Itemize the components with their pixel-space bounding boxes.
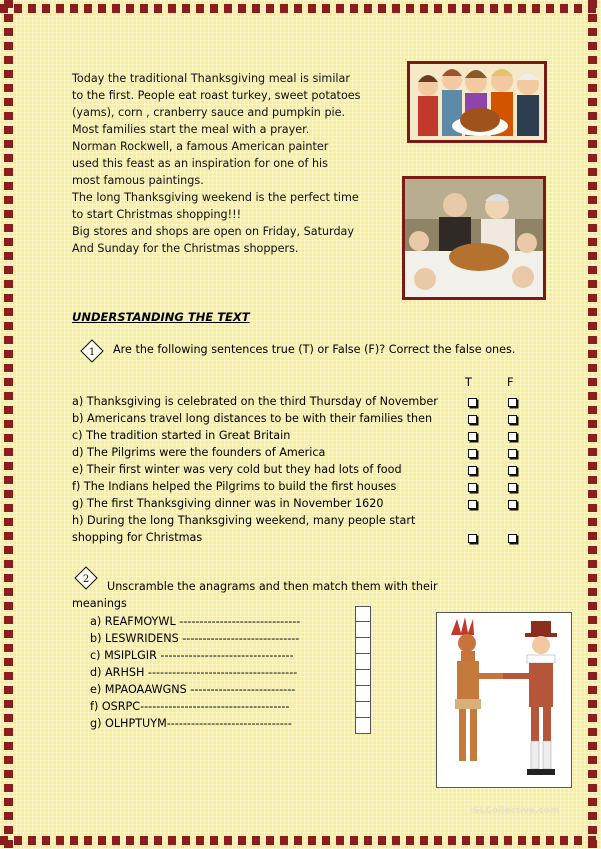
list-item	[72, 393, 438, 410]
anagram-item: g) OLHPTUYM-------------------------------	[90, 717, 292, 730]
list-item	[72, 495, 438, 512]
intro-line: (yams), corn , cranberry sauce and pumpkin pie.	[72, 106, 346, 119]
rockwell-painting-image	[402, 176, 546, 300]
statement-text: a) Thanksgiving is celebrated on the third Thursday of November	[72, 395, 438, 408]
true-checkbox[interactable]	[468, 483, 477, 492]
statement-text: e) Their first winter was very cold but they had lots of food	[72, 463, 402, 476]
statement-text: f) The Indians helped the Pilgrims to build the first houses	[72, 480, 397, 493]
list-item	[72, 461, 438, 478]
false-checkbox[interactable]	[508, 500, 517, 509]
answer-box[interactable]	[355, 622, 371, 638]
intro-line: And Sunday for the Christmas shoppers.	[72, 242, 299, 255]
list-item	[72, 478, 438, 495]
border-left	[4, 0, 13, 849]
intro-line: most famous paintings.	[72, 174, 204, 187]
statement-text: h) During the long Thanksgiving weekend, many people start	[72, 514, 416, 527]
exercise2-instruction-cont: meanings	[72, 597, 127, 610]
true-checkbox[interactable]	[468, 534, 477, 543]
false-checkbox[interactable]	[508, 432, 517, 441]
intro-line: to start Christmas shopping!!!	[72, 208, 242, 221]
false-checkbox[interactable]	[508, 483, 517, 492]
intro-line: Most families start the meal with a prayer.	[72, 123, 310, 136]
true-checkbox[interactable]	[468, 500, 477, 509]
exercise-number-badge	[80, 339, 104, 363]
answer-box[interactable]	[355, 638, 371, 654]
watermark-text: iSLCollective.com	[470, 806, 560, 816]
exercise2-instruction: Unscramble the anagrams and then match them with their	[107, 580, 438, 593]
false-checkbox[interactable]	[508, 398, 517, 407]
intro-line: Today the traditional Thanksgiving meal is similar	[72, 72, 350, 85]
anagram-item: b) LESWRIDENS -----------------------------	[90, 632, 300, 645]
list-item	[72, 444, 438, 461]
exercise-number: 1	[88, 347, 96, 358]
statement-text: d) The Pilgrims were the founders of America	[72, 446, 326, 459]
statement-text: g) The first Thanksgiving dinner was in November 1620	[72, 497, 384, 510]
false-checkbox[interactable]	[508, 466, 517, 475]
anagram-list	[90, 613, 300, 732]
intro-line: to the first. People eat roast turkey, sweet potatoes	[72, 89, 361, 102]
border-top	[0, 4, 601, 13]
true-checkbox[interactable]	[468, 466, 477, 475]
intro-line: Big stores and shops are open on Friday, Saturday	[72, 225, 355, 238]
anagram-item: c) MSIPLGIR ---------------------------------	[90, 649, 294, 662]
list-item	[72, 410, 438, 427]
anagram-item: a) REAFMOYWL ------------------------------	[90, 615, 301, 628]
exercise1-instruction: Are the following sentences true (T) or False (F)? Correct the false ones.	[113, 343, 516, 356]
border-right	[588, 0, 597, 849]
anagram-item: e) MPAOAAWGNS --------------------------	[90, 683, 296, 696]
answer-box[interactable]	[355, 702, 371, 718]
true-checkbox[interactable]	[468, 449, 477, 458]
intro-line: used this feast as an inspiration for one of his	[72, 157, 328, 170]
list-item	[72, 427, 438, 444]
answer-box[interactable]	[355, 670, 371, 686]
false-checkbox[interactable]	[508, 449, 517, 458]
list-item	[72, 529, 438, 546]
true-checkbox[interactable]	[468, 415, 477, 424]
exercise-number-badge	[74, 566, 98, 590]
true-checkbox[interactable]	[468, 432, 477, 441]
anagram-item: d) ARHSH -------------------------------------	[90, 666, 298, 679]
exercise-number: 2	[82, 574, 90, 585]
true-column-header: T	[465, 376, 472, 389]
true-checkbox[interactable]	[468, 398, 477, 407]
answer-boxes	[355, 606, 371, 734]
answer-box[interactable]	[355, 654, 371, 670]
false-checkbox[interactable]	[508, 534, 517, 543]
anagram-item: f) OSRPC-------------------------------------	[90, 700, 290, 713]
list-item	[72, 512, 438, 529]
false-checkbox[interactable]	[508, 415, 517, 424]
true-false-list	[72, 393, 438, 546]
answer-box[interactable]	[355, 718, 371, 734]
border-bottom	[0, 836, 601, 845]
statement-text: b) Americans travel long distances to be with their families then	[72, 412, 433, 425]
intro-line: The long Thanksgiving weekend is the perfect time	[72, 191, 359, 204]
statement-text: shopping for Christmas	[72, 531, 203, 544]
pilgrim-and-indian-illustration	[436, 612, 572, 788]
section-heading: UNDERSTANDING THE TEXT	[72, 310, 250, 324]
statement-text: c) The tradition started in Great Britain	[72, 429, 291, 442]
family-dinner-illustration	[407, 61, 547, 143]
answer-box[interactable]	[355, 606, 371, 622]
intro-line: Norman Rockwell, a famous American painter	[72, 140, 329, 153]
false-column-header: F	[507, 376, 514, 389]
answer-box[interactable]	[355, 686, 371, 702]
intro-paragraph	[72, 70, 412, 257]
